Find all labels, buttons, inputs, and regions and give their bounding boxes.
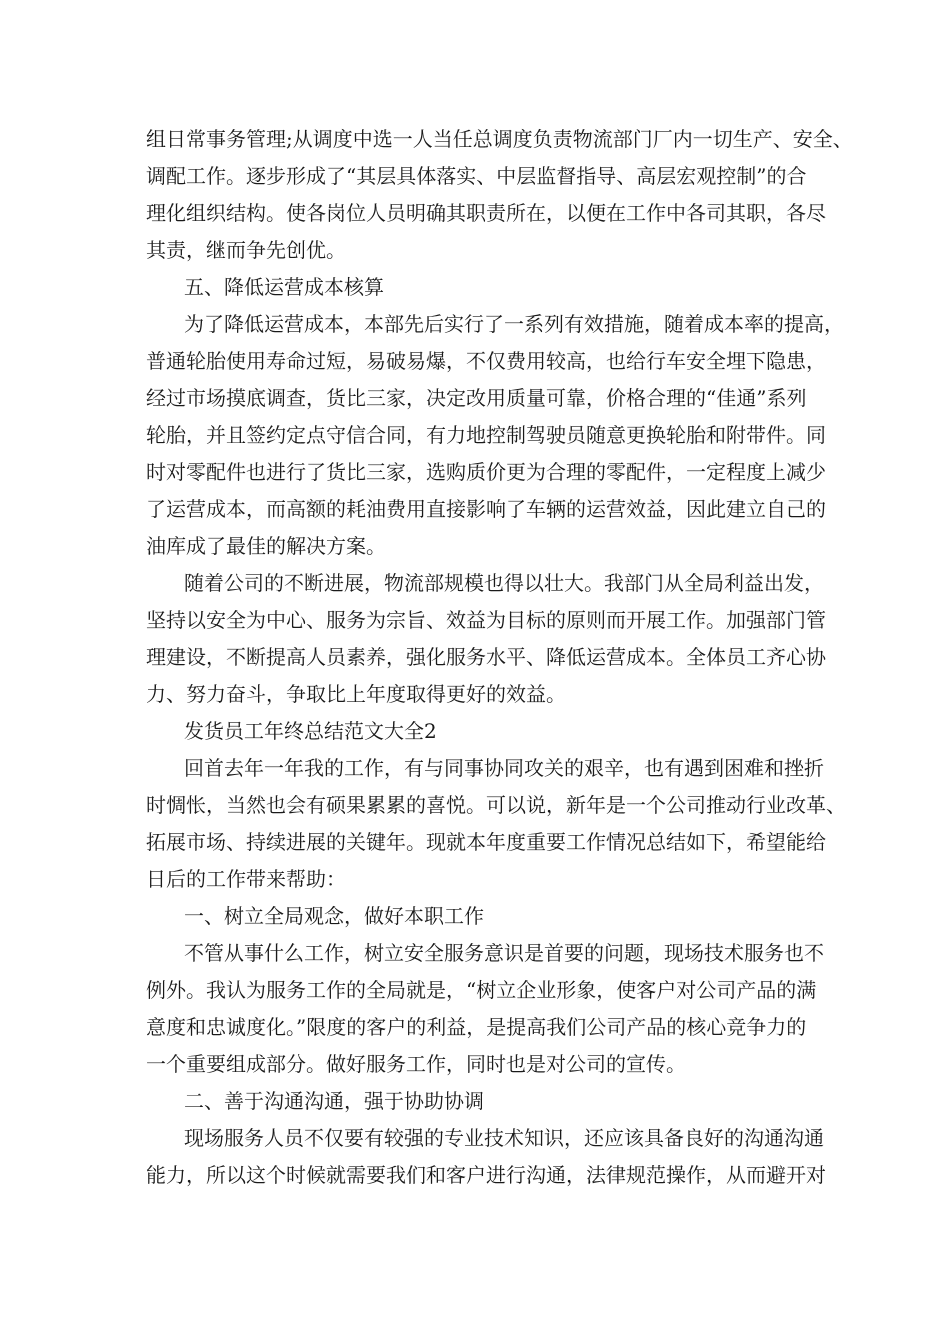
section-heading: 二、善于沟通沟通，强于协助协调	[184, 1089, 484, 1113]
text-line: 时惆怅，当然也会有硕果累累的喜悦。可以说，新年是一个公司推动行业改革、	[146, 793, 846, 817]
text-line: 拓展市场、持续进展的关键年。现就本年度重要工作情况总结如下，希望能给	[146, 830, 826, 854]
text-line: 轮胎，并且签约定点守信合同，有力地控制驾驶员随意更换轮胎和附带件。同	[146, 423, 826, 447]
text-line: 力、努力奋斗，争取比上年度取得更好的效益。	[146, 682, 566, 706]
text-line: 普通轮胎使用寿命过短，易破易爆，不仅费用较高，也给行车安全埋下隐患，	[146, 349, 826, 373]
text-line: 理化组织结构。使各岗位人员明确其职责所在，以便在工作中各司其职，各尽	[146, 201, 826, 225]
text-line: 现场服务人员不仅要有较强的专业技术知识，还应该具备良好的沟通沟通	[184, 1126, 824, 1150]
text-line: 经过市场摸底调查，货比三家，决定改用质量可靠，价格合理的“佳通”系列	[146, 386, 807, 410]
text-line: 日后的工作带来帮助：	[146, 867, 346, 891]
text-line: 油库成了最佳的解决方案。	[146, 534, 386, 558]
text-line: 回首去年一年我的工作，有与同事协同攻关的艰辛，也有遇到困难和挫折	[184, 756, 824, 780]
text-line: 不管从事什么工作，树立安全服务意识是首要的问题，现场技术服务也不	[184, 941, 824, 965]
section-heading: 五、降低运营成本核算	[184, 275, 384, 299]
text-line: 时对零配件也进行了货比三家，选购质价更为合理的零配件，一定程度上减少	[146, 460, 826, 484]
text-line: 意度和忠诚度化。”限度的客户的利益，是提高我们公司产品的核心竞争力的	[146, 1015, 807, 1039]
text-line: 调配工作。逐步形成了“其层具体落实、中层监督指导、高层宏观控制”的合	[146, 164, 807, 188]
text-line: 其责，继而争先创优。	[146, 238, 346, 262]
text-line: 了运营成本，而高额的耗油费用直接影响了车辆的运营效益，因此建立自己的	[146, 497, 826, 521]
text-line: 一个重要组成部分。做好服务工作，同时也是对公司的宣传。	[146, 1052, 686, 1076]
text-line: 为了降低运营成本，本部先后实行了一系列有效措施，随着成本率的提高，	[184, 312, 844, 336]
text-line: 组日常事务管理;从调度中选一人当任总调度负责物流部门厂内一切生产、安全、	[146, 127, 853, 151]
section-heading: 发货员工年终总结范文大全2	[184, 719, 437, 743]
section-heading: 一、树立全局观念，做好本职工作	[184, 904, 484, 928]
text-line: 能力，所以这个时候就需要我们和客户进行沟通，法律规范操作，从而避开对	[146, 1163, 826, 1187]
text-line: 坚持以安全为中心、服务为宗旨、效益为目标的原则而开展工作。加强部门管	[146, 608, 826, 632]
text-line: 理建设，不断提高人员素养，强化服务水平、降低运营成本。全体员工齐心协	[146, 645, 826, 669]
text-line: 随着公司的不断进展，物流部规模也得以壮大。我部门从全局利益出发，	[184, 571, 824, 595]
text-line: 例外。我认为服务工作的全局就是，“树立企业形象，使客户对公司产品的满	[146, 978, 817, 1002]
